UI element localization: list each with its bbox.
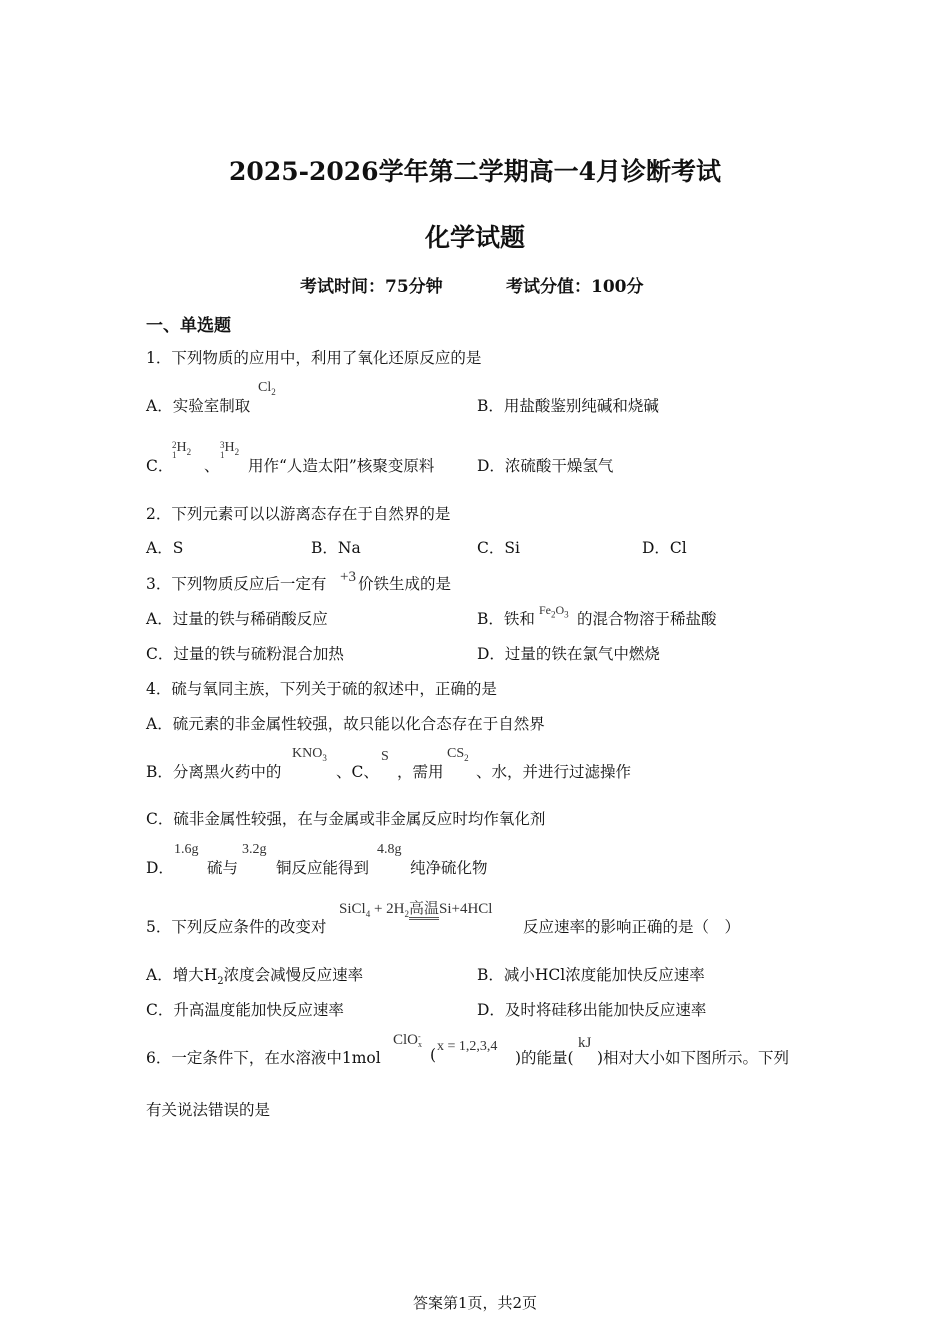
formula-sub: 2	[551, 609, 556, 620]
q3-option-b-pre: B．铁和	[477, 610, 535, 628]
option-text: A．增大H	[146, 966, 218, 984]
q1-option-b: B．用盐酸鉴别纯碱和烧碱	[477, 397, 659, 415]
q4-d-mass3: 4.8g	[377, 842, 402, 857]
iso-number: 1	[172, 450, 177, 460]
q3-option-c: C．过量的铁与硫粉混合加热	[146, 645, 344, 663]
option-text: 浓度会减慢反应速率	[223, 966, 364, 984]
option-sub: 2	[217, 976, 224, 988]
q1-c-separator: 、	[204, 457, 220, 475]
q4-option-b-pre: B．分离黑火药中的	[146, 763, 282, 781]
formula-sub: 3	[322, 752, 327, 763]
exam-time: 考试时间：75分钟	[300, 277, 443, 297]
q4-option-b-mid1: 、C、	[336, 763, 379, 781]
q5-equation	[339, 901, 492, 920]
eq-part: + 2H	[370, 901, 405, 917]
formula-text: Cl	[258, 380, 272, 395]
q4-option-d-mid1: 硫与	[207, 859, 239, 877]
q3-option-b-post: 的混合物溶于稀盐酸	[577, 610, 717, 628]
formula-sup: -	[418, 1031, 421, 1041]
exam-score: 考试分值：100分	[506, 277, 644, 297]
q6-clox	[393, 1032, 422, 1049]
q2-stem: 2．下列元素可以以游离态存在于自然界的是	[146, 505, 451, 523]
q4-option-d-post: 纯净硫化物	[410, 859, 488, 877]
formula-text: O	[555, 603, 565, 617]
q4-option-d-mid2: 铜反应能得到	[276, 859, 370, 877]
q4-b-cs2	[447, 746, 469, 763]
q6-kj: kJ	[578, 1035, 592, 1051]
formula-sub: 2	[464, 752, 469, 763]
formula-sub: 2	[271, 386, 276, 397]
formula-sub: 3	[564, 609, 569, 620]
iso-mass: 2	[172, 440, 177, 450]
q1-c-text: 用作“人造太阳”核聚变原料	[248, 457, 435, 475]
q6-stem-line2: 有关说法错误的是	[146, 1101, 271, 1119]
q3-stem-post: 价铁生成的是	[358, 575, 452, 593]
section-title: 一、单选题	[146, 316, 231, 336]
q1-stem: 1．下列物质的应用中，利用了氧化还原反应的是	[146, 349, 482, 367]
iso-sub: 2	[186, 446, 192, 457]
page-footer: 答案第1页，共2页	[412, 1294, 538, 1312]
q2-option-b: B．Na	[311, 539, 361, 557]
q4-option-b-mid2: ，需用	[397, 763, 444, 781]
q1-c-isotope-1	[172, 440, 191, 460]
eq-part: Si+4HCl	[439, 901, 493, 917]
q6-x-values: x = 1,2,3,4	[437, 1039, 498, 1054]
formula-text: KNO	[292, 746, 323, 761]
q4-option-a: A．硫元素的非金属性较强，故只能以化合态存在于自然界	[146, 715, 545, 733]
q2-option-a: A．S	[146, 539, 184, 557]
iso-symbol: H	[224, 440, 235, 455]
q4-b-kno3	[292, 746, 327, 763]
exam-title: 2025-2026学年第二学期高一4月诊断考试	[229, 157, 721, 186]
formula-sub: x	[418, 1039, 423, 1049]
q4-option-b-post: 、水，并进行过滤操作	[476, 763, 632, 781]
q3-stem-pre: 3．下列物质反应后一定有	[146, 575, 327, 593]
eq-condition: 高温	[409, 902, 439, 920]
q5-option-c: C．升高温度能加快反应速率	[146, 1001, 344, 1019]
q4-option-d-pre: D．	[146, 859, 174, 877]
q4-stem: 4．硫与氧同主族，下列关于硫的叙述中，正确的是	[146, 680, 497, 698]
q6-stem-mid: )的能量(	[515, 1049, 574, 1067]
q5-option-a	[146, 963, 363, 987]
q1-a-formula	[258, 380, 276, 397]
q4-d-mass2: 3.2g	[242, 842, 267, 857]
q3-b-formula	[539, 603, 569, 619]
q5-option-b: B．减小HCl浓度能加快反应速率	[477, 966, 705, 984]
q3-option-d: D．过量的铁在氯气中燃烧	[477, 645, 660, 663]
q1-option-d: D．浓硫酸干燥氢气	[477, 457, 614, 475]
iso-mass: 3	[220, 440, 225, 450]
q3-valence: +3	[340, 569, 356, 585]
q2-option-c: C．Si	[477, 539, 520, 557]
q2-option-d: D．Cl	[642, 539, 687, 557]
formula-text: CS	[447, 746, 465, 761]
q5-stem-pre: 5．下列反应条件的改变对	[146, 918, 327, 936]
eq-part: SiCl	[339, 901, 366, 917]
q1-option-a: A．实验室制取	[146, 397, 251, 415]
q1-c-isotope-2	[220, 440, 239, 460]
q6-paren-open: (	[430, 1046, 437, 1064]
q1-option-c: C．	[146, 457, 174, 475]
q4-b-s: S	[381, 749, 389, 764]
formula-text: Fe	[539, 603, 551, 617]
iso-symbol: H	[176, 440, 187, 455]
q4-option-c: C．硫非金属性较强，在与金属或非金属反应时均作氧化剂	[146, 810, 546, 828]
q6-stem-post: )相对大小如下图所示。下列	[597, 1049, 790, 1067]
exam-subtitle: 化学试题	[424, 223, 525, 252]
q4-d-mass1: 1.6g	[174, 842, 199, 857]
eq-sub: 4	[365, 909, 371, 919]
q6-stem-pre: 6．一定条件下，在水溶液中1mol	[146, 1049, 381, 1067]
q3-option-a: A．过量的铁与稀硝酸反应	[146, 610, 328, 628]
q5-option-d: D．及时将硅移出能加快反应速率	[477, 1001, 707, 1019]
iso-number: 1	[220, 450, 225, 460]
q5-stem-post: 反应速率的影响正确的是（ ）	[523, 918, 741, 936]
formula-text: ClO	[393, 1032, 419, 1048]
eq-sub: 2	[404, 909, 409, 919]
iso-sub: 2	[234, 446, 240, 457]
